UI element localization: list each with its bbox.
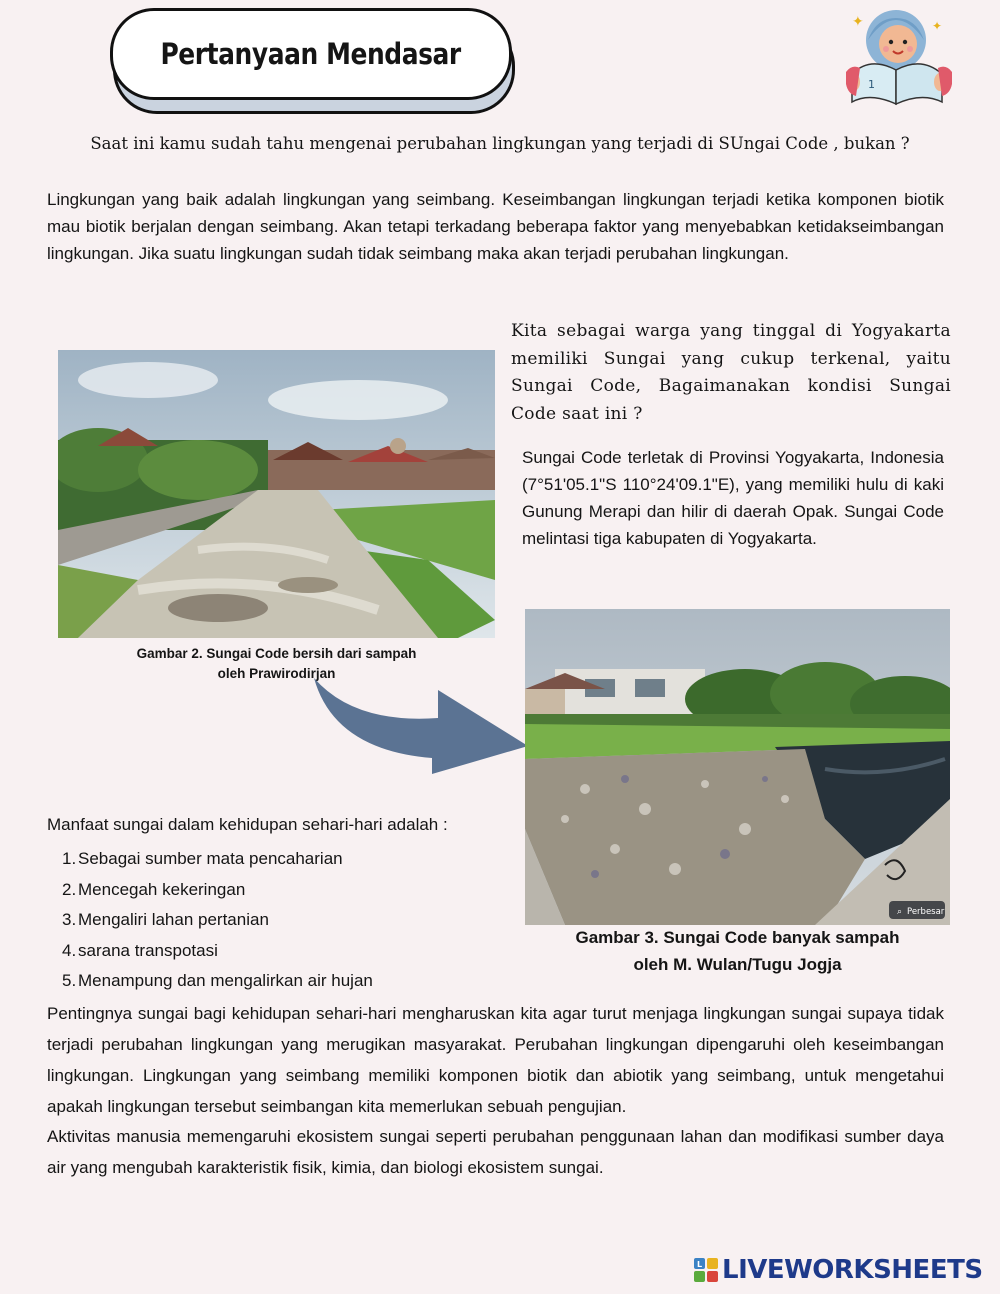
paragraph-location: Sungai Code terletak di Provinsi Yogyakarta, Indonesia (7°51'05.1"S 110°24'09.1"E), yang memiliki hulu di kaki Gunung Merapi dan hilir di daerah Opak. Sungai Code melintasi tiga kabupaten di Yogyakarta. [522,448,944,548]
polluted-river-photo [525,609,950,925]
paragraph-importance: Pentingnya sungai bagi kehidupan sehari-hari mengharuskan kita agar turut menjaga lingkungan sungai supaya tidak terjadi perubahan lingkungan yang merugikan masyarakat. Perubahan lingkungan dipengaruhi oleh keseimbangan lingkungan. Lingkungan yang seimbang memiliki komponen biotik dan abiotik yang seimbang, untuk mengetahui apakah lingkungan tersebut seimbangan kita memerlukan sebuah pengujian. [47,1004,944,1116]
svg-text:L: L [697,1260,703,1269]
paragraph-activity: Aktivitas manusia memengaruhi ekosistem sungai seperti perubahan penggunaan lahan dan modifikasi sumber daya air yang mengubah karakteristik fisik, kimia, dan biologi ekosistem sungai. [47,1127,944,1177]
title-banner [110,8,512,100]
curved-arrow-icon [314,674,528,804]
intro-question: Saat ini kamu sudah tahu mengenai perubahan lingkungan yang terjadi di SUngai Code , bukan ? [90,134,910,153]
figure2-caption-line1: Gambar 2. Sungai Code bersih dari sampah [136,646,417,661]
figure2-caption-line2: oleh Prawirodirjan [217,666,336,681]
svg-text:1: 1 [868,78,875,91]
liveworksheets-logo[interactable] [694,1253,994,1287]
figure3-caption [525,924,950,978]
figure3-caption-line2: oleh M. Wulan/Tugu Jogja [633,955,842,974]
list-item: 5. Menampung dan mengalirkan air hujan [62,971,373,990]
zoom-icon: ⌕ [897,907,903,917]
figure3-caption-line1: Gambar 3. Sungai Code banyak sampah [575,928,900,947]
svg-text:✦: ✦ [932,19,943,33]
list-item: 2. Mencegah kekeringan [62,879,246,899]
brand-name: LIVEWORKSHEETS [722,1255,983,1285]
list-item: 3. Mengaliri lahan pertanian [62,910,269,929]
benefits-list [62,844,373,997]
perbesar-badge[interactable]: Perbesar [907,907,945,917]
paragraph-balance: Lingkungan yang baik adalah lingkungan yang seimbang. Keseimbangan lingkungan terjadi ketika komponen biotik mau biotik berjalan dengan seimbang. Akan tetapi terkadang beberapa faktor yang menyebabkan ketidakseimbangan lingkungan. Jika suatu lingkungan sudah tidak seimbang maka akan terjadi perubahan lingkungan. [47,190,944,263]
question-code-river: Kita sebagai warga yang tinggal di Yogyakarta memiliki Sungai yang cukup terkenal, yaitu Sungai Code, Bagaimanakan kondisi Sungai Code saat ini ? [511,321,951,424]
liveworksheets-logo-icon [694,1258,718,1282]
svg-text:✦: ✦ [852,14,864,30]
list-item: 1. Sebagai sumber mata pencaharian [62,849,343,868]
benefits-heading: Manfaat sungai dalam kehidupan sehari-hari adalah : [47,815,448,834]
page-title: Pertanyaan Mendasar [160,37,462,71]
clean-river-photo [58,350,495,638]
reading-child-illustration [846,4,956,106]
list-item: 4. sarana transpotasi [62,940,218,960]
